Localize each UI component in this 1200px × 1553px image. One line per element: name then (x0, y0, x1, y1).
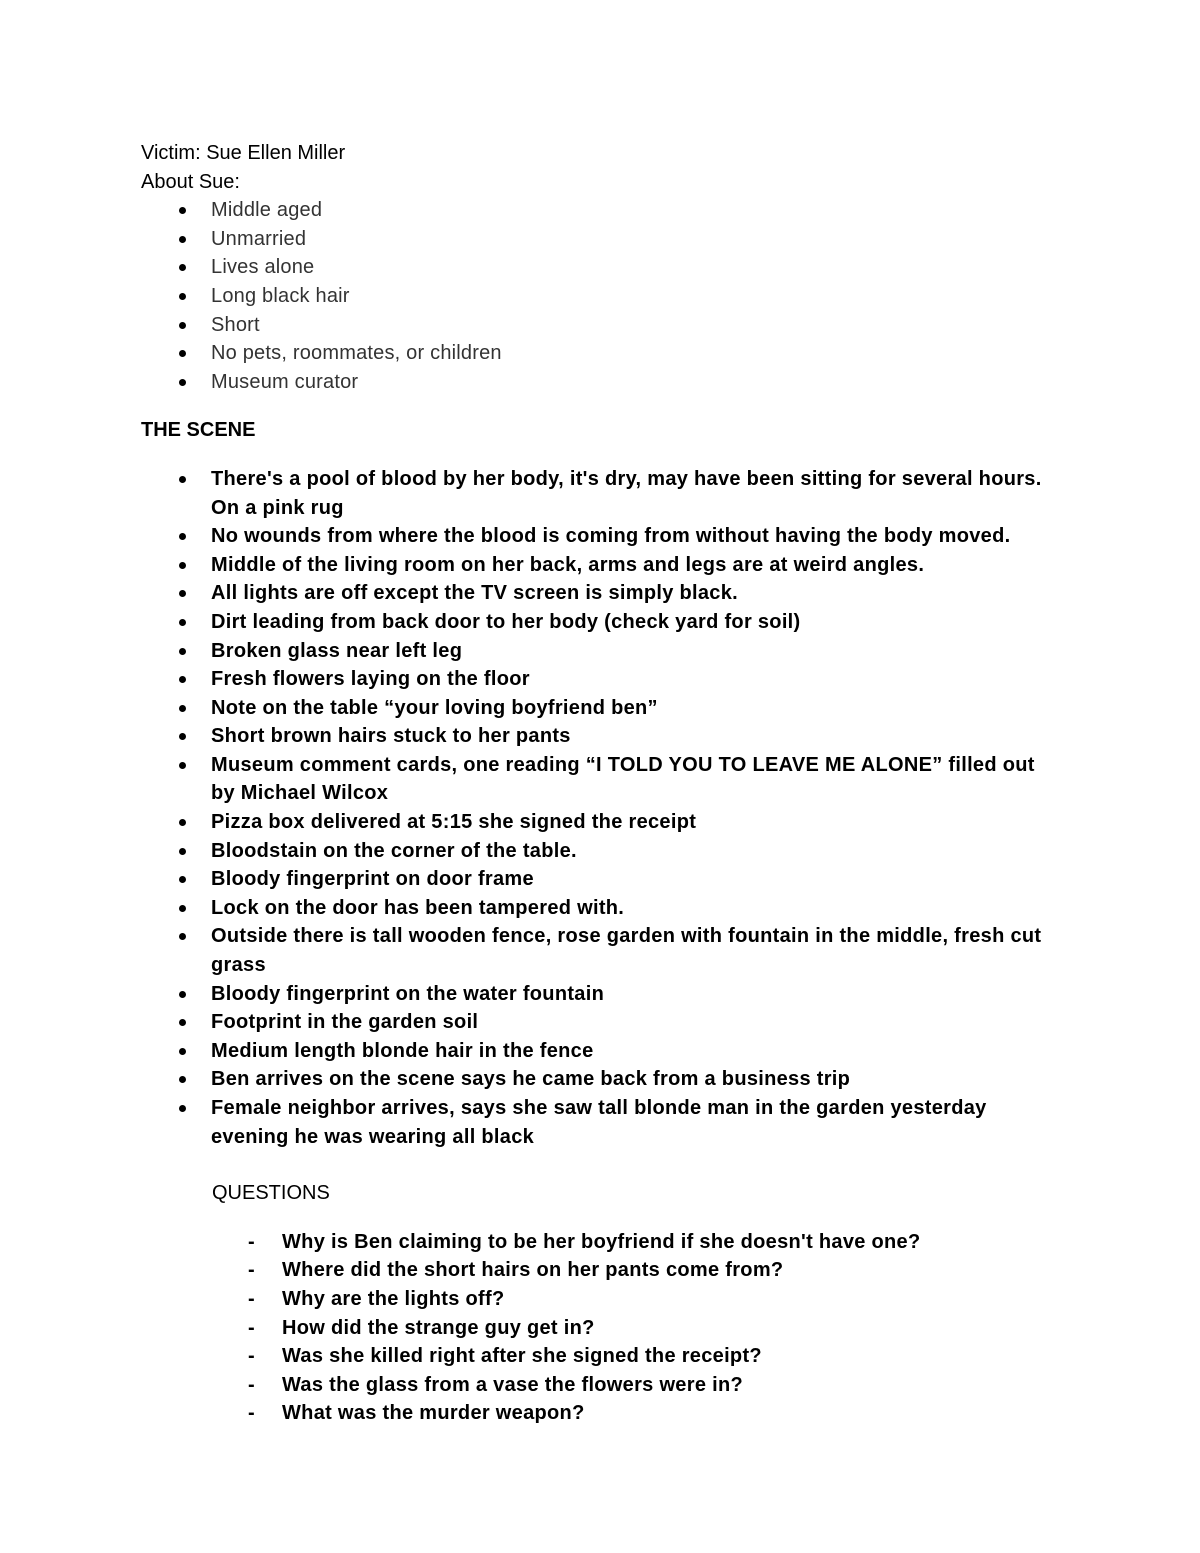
about-label: About Sue: (141, 170, 240, 193)
list-item: No pets, roommates, or children (211, 339, 1081, 368)
list-item: Long black hair (211, 282, 1081, 311)
list-item: Museum comment cards, one reading “I TOLD YOU TO LEAVE ME ALONE” filled out by Michael Wilcox (211, 751, 1081, 808)
list-item: Unmarried (211, 225, 1081, 254)
list-item: Bloodstain on the corner of the table. (211, 837, 1081, 866)
list-item: There's a pool of blood by her body, it's dry, may have been sitting for several hours. On a pink rug (211, 465, 1081, 522)
list-item: Lock on the door has been tampered with. (211, 894, 1081, 923)
list-item: Museum curator (211, 368, 1081, 397)
list-item: - Why are the lights off? (282, 1285, 1081, 1314)
list-item: Outside there is tall wooden fence, rose garden with fountain in the middle, fresh cut grass (211, 922, 1081, 979)
list-item: Bloody fingerprint on door frame (211, 865, 1081, 894)
list-item: Middle aged (211, 196, 1081, 225)
list-item: Medium length blonde hair in the fence (211, 1037, 1081, 1066)
list-item: Dirt leading from back door to her body (check yard for soil) (211, 608, 1081, 637)
list-item: Broken glass near left leg (211, 637, 1081, 666)
list-item: - What was the murder weapon? (282, 1399, 1081, 1428)
list-item: Short (211, 311, 1081, 340)
list-item: Short brown hairs stuck to her pants (211, 722, 1081, 751)
list-item: Pizza box delivered at 5:15 she signed the receipt (211, 808, 1081, 837)
list-item: Middle of the living room on her back, arms and legs are at weird angles. (211, 551, 1081, 580)
list-item: Ben arrives on the scene says he came back from a business trip (211, 1065, 1081, 1094)
questions-section (212, 1179, 1081, 1428)
about-list (141, 196, 1081, 396)
list-item: Female neighbor arrives, says she saw tall blonde man in the garden yesterday evening he was wearing all black (211, 1094, 1081, 1151)
questions-list (212, 1228, 1081, 1428)
list-item: Bloody fingerprint on the water fountain (211, 980, 1081, 1009)
questions-title: QUESTIONS (212, 1182, 330, 1205)
list-item: No wounds from where the blood is coming from without having the body moved. (211, 522, 1081, 551)
scene-title: THE SCENE (141, 419, 256, 442)
list-item: - How did the strange guy get in? (282, 1314, 1081, 1343)
list-item: All lights are off except the TV screen is simply black. (211, 579, 1081, 608)
list-item: - Where did the short hairs on her pants come from? (282, 1256, 1081, 1285)
list-item: Footprint in the garden soil (211, 1008, 1081, 1037)
document-body (141, 139, 1081, 1428)
list-item: - Was she killed right after she signed the receipt? (282, 1342, 1081, 1371)
list-item: Lives alone (211, 253, 1081, 282)
list-item: - Why is Ben claiming to be her boyfriend if she doesn't have one? (282, 1228, 1081, 1257)
list-item: Fresh flowers laying on the floor (211, 665, 1081, 694)
list-item: Note on the table “your loving boyfriend ben” (211, 694, 1081, 723)
list-item: - Was the glass from a vase the flowers were in? (282, 1371, 1081, 1400)
scene-list (141, 465, 1081, 1151)
victim-line: Victim: Sue Ellen Miller (141, 142, 346, 164)
